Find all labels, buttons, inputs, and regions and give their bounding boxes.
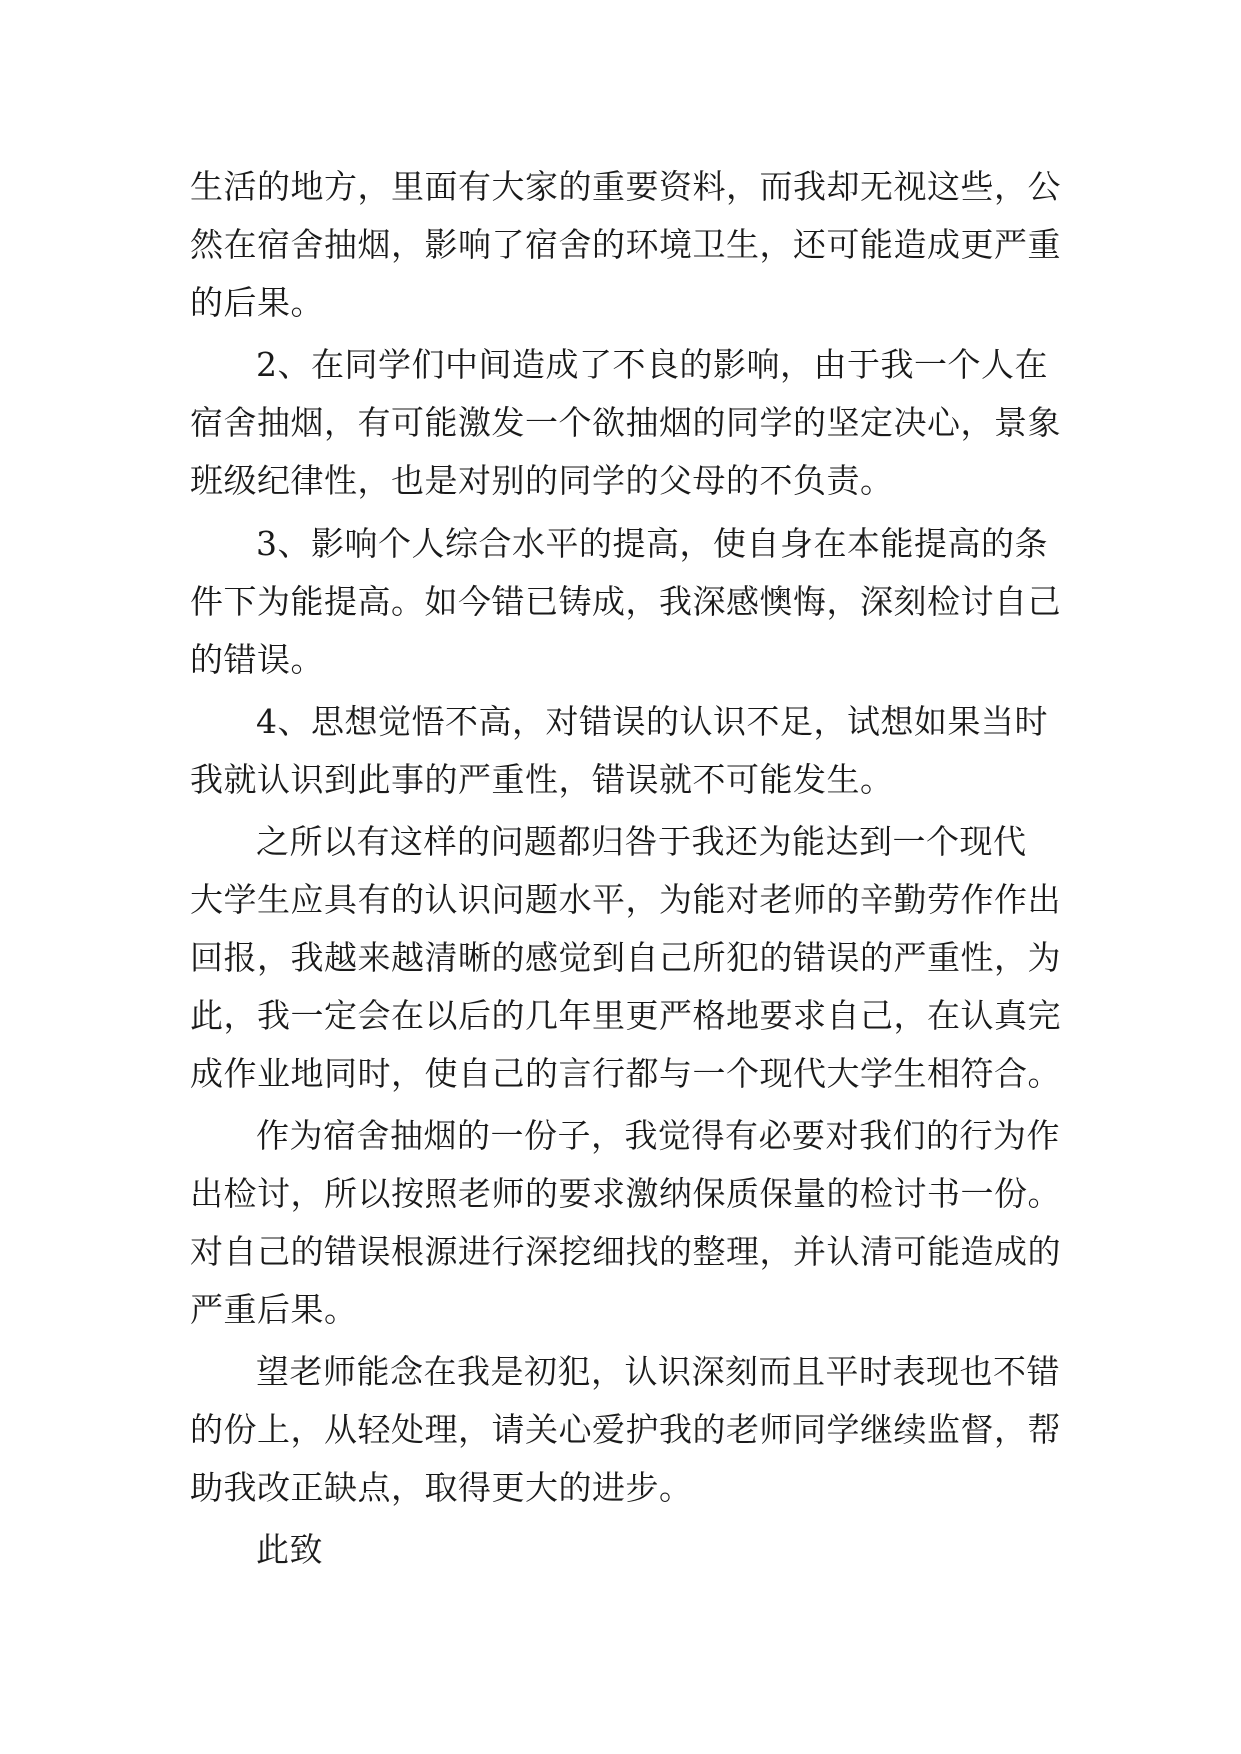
text-line: 之所以有这样的问题都归咎于我还为能达到一个现代 — [256, 822, 1027, 861]
text-line: 的后果。 — [190, 283, 324, 322]
text-line: 成作业地同时，使自己的言行都与一个现代大学生相符合。 — [190, 1054, 1061, 1093]
text-line: 4、思想觉悟不高，对错误的认识不足，试想如果当时 — [256, 702, 1048, 741]
text-line: 的错误。 — [190, 640, 324, 679]
text-line: 出检讨，所以按照老师的要求激纳保质保量的检讨书一份。 — [190, 1174, 1061, 1213]
text-line: 2、在同学们中间造成了不良的影响，由于我一个人在 — [256, 345, 1048, 384]
text-line: 作为宿舍抽烟的一份子，我觉得有必要对我们的行为作 — [256, 1116, 1060, 1155]
text-line: 大学生应具有的认识问题水平，为能对老师的辛勤劳作作出 — [190, 880, 1061, 919]
text-line: 此致 — [256, 1530, 323, 1569]
text-line: 严重后果。 — [190, 1290, 358, 1329]
text-line: 助我改正缺点，取得更大的进步。 — [190, 1468, 693, 1507]
text-line: 班级纪律性，也是对别的同学的父母的不负责。 — [190, 461, 894, 500]
text-line: 3、影响个人综合水平的提高，使自身在本能提高的条 — [256, 524, 1048, 563]
text-line: 我就认识到此事的严重性，错误就不可能发生。 — [190, 760, 894, 799]
text-line: 生活的地方，里面有大家的重要资料，而我却无视这些，公 — [190, 167, 1061, 206]
text-line: 回报，我越来越清晰的感觉到自己所犯的错误的严重性，为 — [190, 938, 1061, 977]
text-line: 的份上，从轻处理，请关心爱护我的老师同学继续监督，帮 — [190, 1410, 1061, 1449]
text-line: 宿舍抽烟，有可能激发一个欲抽烟的同学的坚定决心，景象 — [190, 403, 1061, 442]
text-line: 此，我一定会在以后的几年里更严格地要求自己，在认真完 — [190, 996, 1061, 1035]
text-line: 对自己的错误根源进行深挖细找的整理，并认清可能造成的 — [190, 1232, 1061, 1271]
text-line: 件下为能提高。如今错已铸成，我深感懊悔，深刻检讨自己 — [190, 582, 1061, 621]
text-line: 望老师能念在我是初犯，认识深刻而且平时表现也不错 — [256, 1352, 1060, 1391]
text-line: 然在宿舍抽烟，影响了宿舍的环境卫生，还可能造成更严重 — [190, 225, 1061, 264]
